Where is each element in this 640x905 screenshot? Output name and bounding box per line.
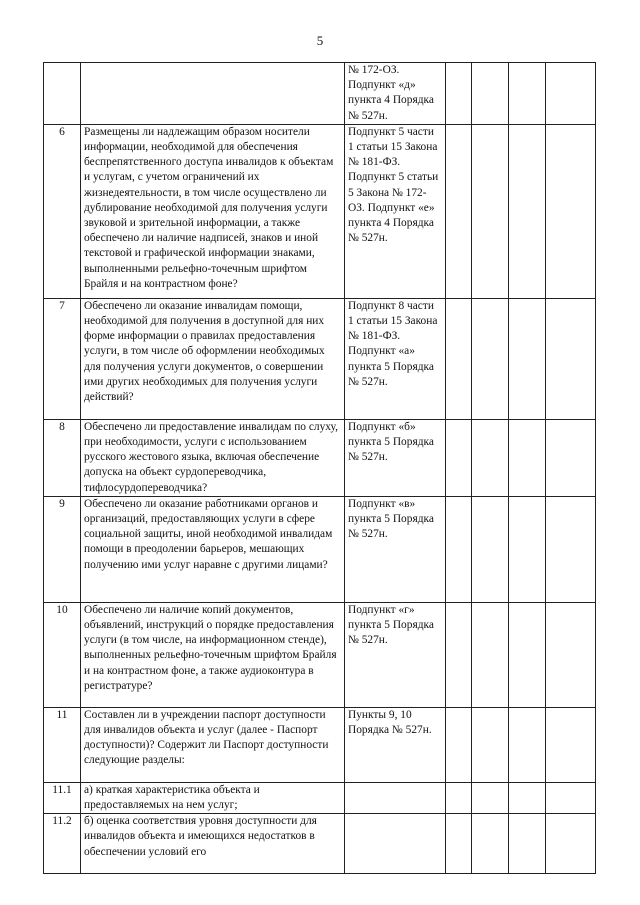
row-number: 11.1 [44, 782, 81, 813]
legal-basis-cell: Подпункт 5 части 1 статьи 15 Закона № 181-ФЗ. Подпункт 5 статьи 5 Закона № 172-ОЗ. Подпункт «е» пункта 4 Порядка № 527н. [345, 124, 446, 298]
legal-basis-cell [345, 782, 446, 813]
mark-cell [446, 419, 472, 496]
table-row [44, 63, 596, 125]
mark-cell [446, 298, 472, 419]
mark-cell [446, 602, 472, 707]
question-cell [81, 63, 345, 125]
mark-cell [472, 602, 509, 707]
legal-basis-cell: № 172-ОЗ. Подпункт «д» пункта 4 Порядка № 527н. [345, 63, 446, 125]
table-row [44, 124, 596, 298]
row-number: 11.2 [44, 814, 81, 874]
row-number: 11 [44, 707, 81, 782]
table-row [44, 298, 596, 419]
table-row [44, 782, 596, 813]
mark-cell [446, 707, 472, 782]
question-cell: Обеспечено ли оказание работниками органов и организаций, предоставляющих услуги в сфере социальной защиты, иной необходимой инвалидам помощи в преодолении барьеров, мешающих получению ими услуг наравне с другими лицами? [81, 496, 345, 602]
mark-cell [472, 298, 509, 419]
table-row [44, 419, 596, 496]
page-number: 5 [316, 33, 324, 48]
mark-cell [546, 707, 596, 782]
mark-cell [446, 782, 472, 813]
mark-cell [546, 124, 596, 298]
mark-cell [509, 496, 546, 602]
question-cell: Размещены ли надлежащим образом носители информации, необходимой для обеспечения беспрепятственного доступа инвалидов к объектам и услугам, с учетом ограничений их жизнедеятельности, в том числе осуществлено ли дублирование необходимой для получения услуги звуковой и зрительной информации, а также обеспечено ли наличие надписей, знаков и иной текстовой и графической информации знаками, выполненными рельефно-точечным шрифтом Брайля и на контрастном фоне? [81, 124, 345, 298]
row-number: 9 [44, 496, 81, 602]
mark-cell [509, 124, 546, 298]
mark-cell [509, 602, 546, 707]
table-row [44, 707, 596, 782]
mark-cell [546, 814, 596, 874]
mark-cell [546, 782, 596, 813]
table-row [44, 814, 596, 874]
mark-cell [472, 124, 509, 298]
mark-cell [509, 782, 546, 813]
mark-cell [546, 496, 596, 602]
mark-cell [546, 63, 596, 125]
mark-cell [509, 298, 546, 419]
mark-cell [509, 63, 546, 125]
legal-basis-cell: Пункты 9, 10 Порядка № 527н. [345, 707, 446, 782]
legal-basis-cell: Подпункт «б» пункта 5 Порядка № 527н. [345, 419, 446, 496]
row-number: 7 [44, 298, 81, 419]
mark-cell [546, 419, 596, 496]
mark-cell [509, 419, 546, 496]
legal-basis-cell: Подпункт «в» пункта 5 Порядка № 527н. [345, 496, 446, 602]
mark-cell [472, 496, 509, 602]
mark-cell [546, 298, 596, 419]
mark-cell [509, 707, 546, 782]
question-cell: Обеспечено ли оказание инвалидам помощи, необходимой для получения в доступной для них форме информации о правилах предоставления услуги, в том числе об оформлении необходимых для получения услуги документов, о совершении ими других необходимых для получения услуги действий? [81, 298, 345, 419]
mark-cell [472, 814, 509, 874]
mark-cell [446, 63, 472, 125]
question-cell: а) краткая характеристика объекта и предоставляемых на нем услуг; [81, 782, 345, 813]
mark-cell [446, 814, 472, 874]
table-row [44, 496, 596, 602]
mark-cell [446, 496, 472, 602]
question-cell: Обеспечено ли предоставление инвалидам по слуху, при необходимости, услуги с использованием русского жестового языка, включая обеспечение допуска на объект сурдопереводчика, тифлосурдопереводчика? [81, 419, 345, 496]
mark-cell [472, 63, 509, 125]
row-number: 6 [44, 124, 81, 298]
mark-cell [472, 707, 509, 782]
question-cell: Обеспечено ли наличие копий документов, объявлений, инструкций о порядке предоставления услуги (в том числе, на информационном стенде), выполненных рельефно-точечным шрифтом Брайля и на контрастном фоне, а также аудиоконтура в регистратуре? [81, 602, 345, 707]
question-cell: Составлен ли в учреждении паспорт доступности для инвалидов объекта и услуг (далее - Паспорт доступности)? Содержит ли Паспорт доступности следующие разделы: [81, 707, 345, 782]
question-cell: б) оценка соответствия уровня доступности для инвалидов объекта и имеющихся недостатков в обеспечении условий его [81, 814, 345, 874]
checklist-table [43, 62, 596, 874]
row-number [44, 63, 81, 125]
mark-cell [472, 782, 509, 813]
legal-basis-cell [345, 814, 446, 874]
row-number: 8 [44, 419, 81, 496]
row-number: 10 [44, 602, 81, 707]
legal-basis-cell: Подпункт «г» пункта 5 Порядка № 527н. [345, 602, 446, 707]
legal-basis-cell: Подпункт 8 части 1 статьи 15 Закона № 181-ФЗ. Подпункт «а» пункта 5 Порядка № 527н. [345, 298, 446, 419]
mark-cell [546, 602, 596, 707]
table-row [44, 602, 596, 707]
mark-cell [446, 124, 472, 298]
mark-cell [509, 814, 546, 874]
mark-cell [472, 419, 509, 496]
